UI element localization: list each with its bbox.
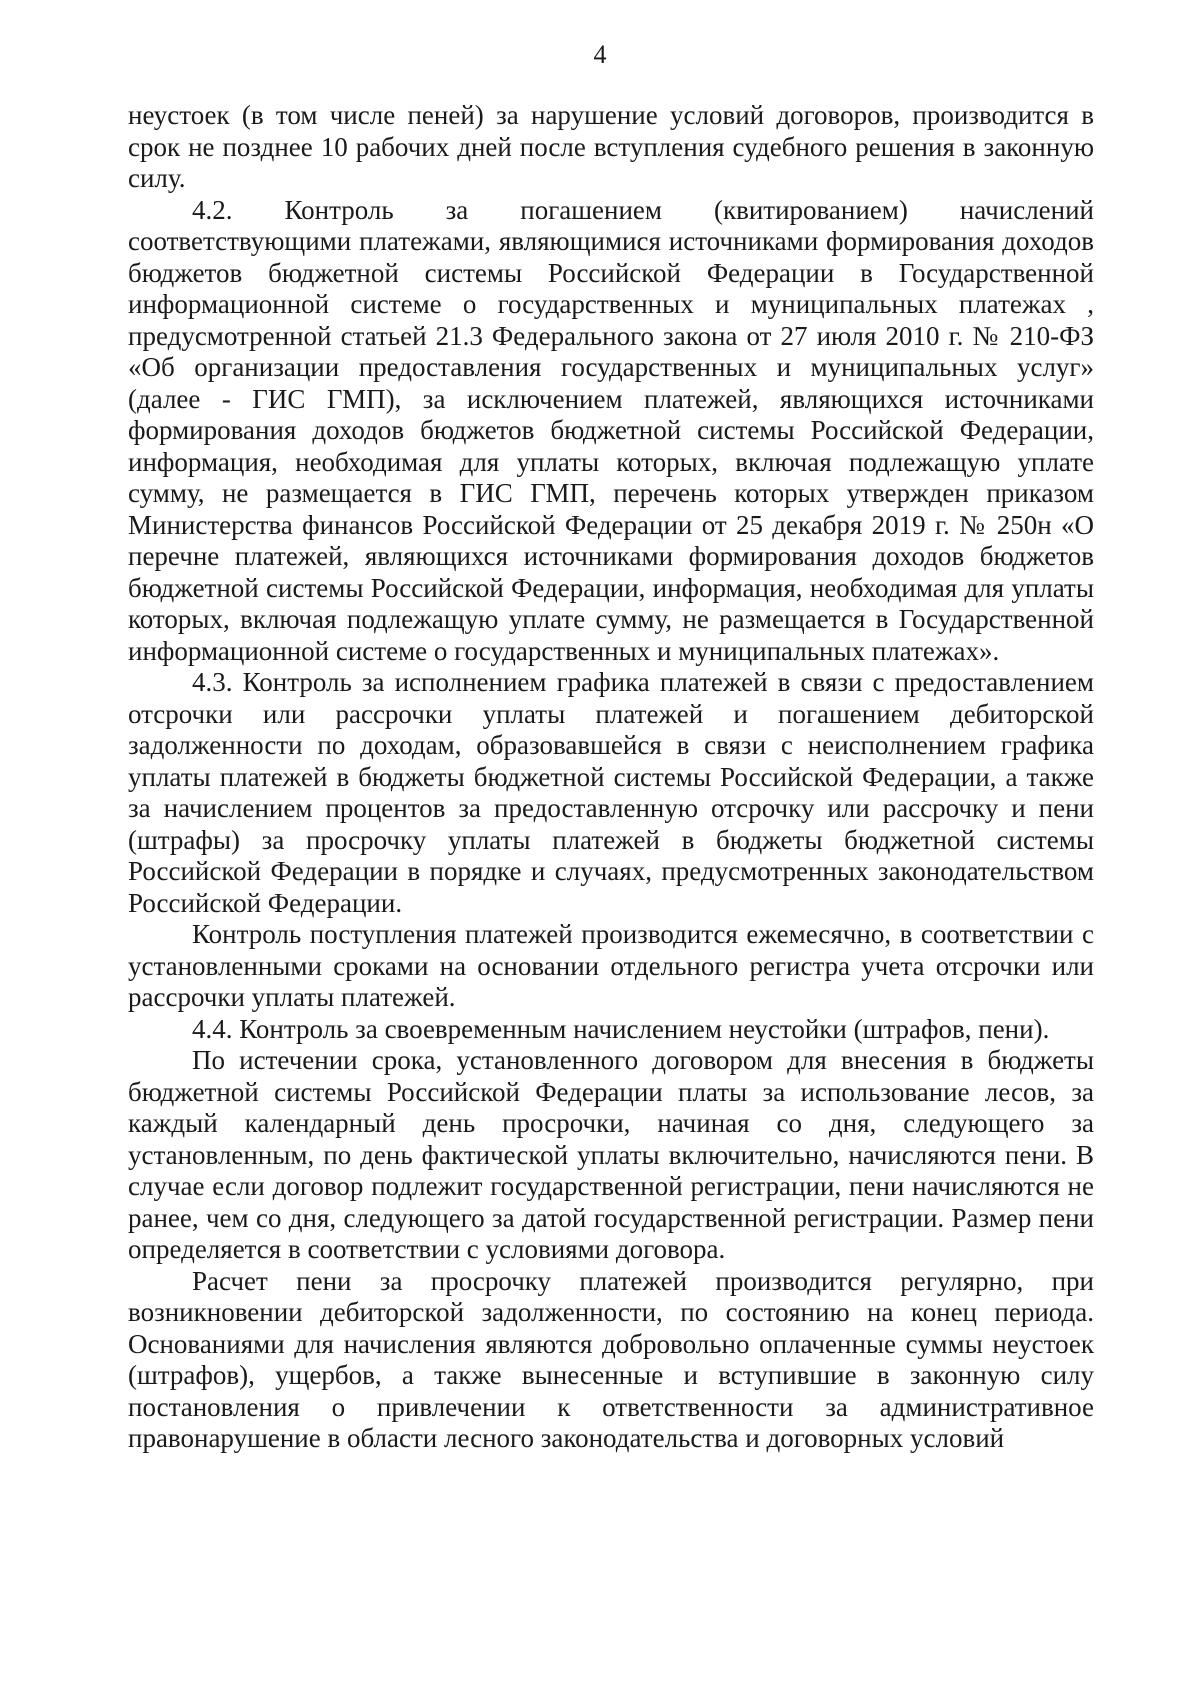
paragraph-4-4: 4.4. Контроль за своевременным начислением неустойки (штрафов, пени). [192,1013,1050,1044]
page-number: 4 [593,40,607,69]
document-body [128,100,1094,1455]
paragraph-continuation: неустоек (в том числе пеней) за нарушение условий договоров, производится в срок не позднее 10 рабочих дней после вступления судебного решения в законную силу. [128,100,1094,193]
paragraph-penalty-terms: По истечении срока, установленного договором для внесения в бюджеты бюджетной системы Российской Федерации платы за использование лесов, за каждый календарный день просрочки, начиная со дня, следующего за установленным, по день фактической уплаты включительно, начисляются пени. В случае если договор подлежит государственной регистрации, пени начисляются не ранее, чем со дня, следующего за датой государственной регистрации. Размер пени определяется в соответствии с условиями договора. [128,1045,1094,1264]
paragraph-penalty-calculation: Расчет пени за просрочку платежей производится регулярно, при возникновении дебиторской задолженности, по состоянию на конец периода. Основаниями для начисления являются добровольно оплаченные суммы неустоек (штрафов), ущербов, а также вынесенные и вступившие в законную силу постановления о привлечении к ответственности за административное правонарушение в области лесного законодательства и договорных условий [128,1265,1094,1453]
paragraph-4-2: 4.2. Контроль за погашением (квитированием) начислений соответствующими платежами, являющимися источниками формирования доходов бюджетов бюджетной системы Российской Федерации в Государственной информационной системе о государственных и муниципальных платежах , предусмотренной статьей 21.3 Федерального закона от 27 июля 2010 г. № 210-ФЗ «Об организации предоставления государственных и муниципальных услуг» (далее - ГИС ГМП), за исключением платежей, являющихся источниками формирования доходов бюджетов бюджетной системы Российской Федерации, информация, необходимая для уплаты которых, включая подлежащую уплате сумму, не размещается в ГИС ГМП, перечень которых утвержден приказом Министерства финансов Российской Федерации от 25 декабря 2019 г. № 250н «О перечне платежей, являющихся источниками формирования доходов бюджетов бюджетной системы Российской Федерации, информация, необходимая для уплаты которых, включая подлежащую уплате сумму, не размещается в Государственной информационной системе о государственных и муниципальных платежах». [128,194,1094,666]
paragraph-4-3: 4.3. Контроль за исполнением графика платежей в связи с предоставлением отсрочки или рассрочки уплаты платежей и погашением дебиторской задолженности по доходам, образовавшейся в связи с неисполнением графика уплаты платежей в бюджеты бюджетной системы Российской Федерации, а также за начислением процентов за предоставленную отсрочку или рассрочку и пени (штрафы) за просрочку уплаты платежей в бюджеты бюджетной системы Российской Федерации в порядке и случаях, предусмотренных законодательством Российской Федерации. [128,667,1094,918]
paragraph-payment-control: Контроль поступления платежей производится ежемесячно, в соответствии с установленными сроками на основании отдельного регистра учета отсрочки или рассрочки уплаты платежей. [128,919,1094,1012]
